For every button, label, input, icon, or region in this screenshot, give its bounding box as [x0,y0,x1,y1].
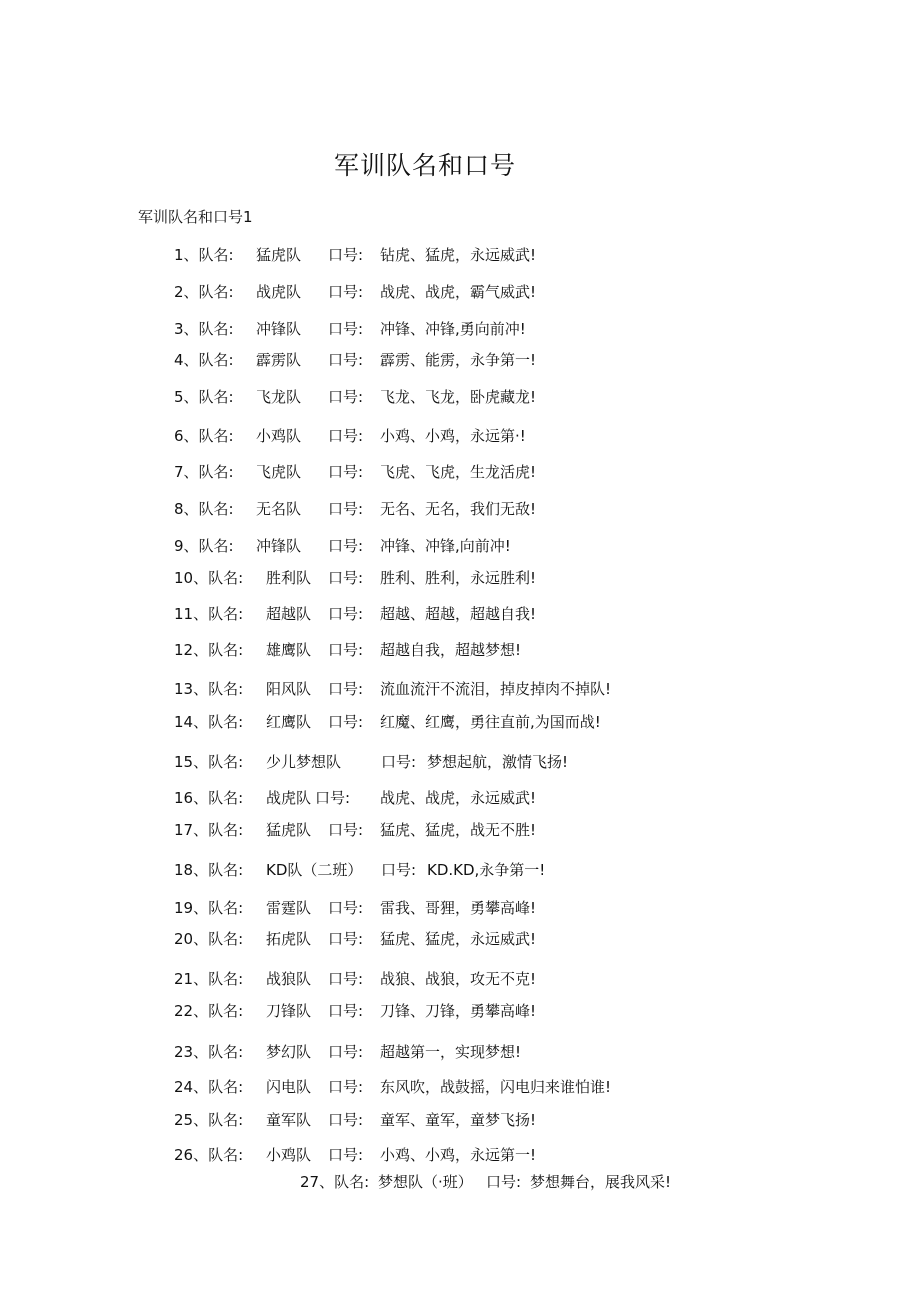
document-title: 军训队名和口号 [333,151,516,180]
entry-label: 5、队名: [174,388,234,406]
team-entry [0,1145,920,1165]
team-entry [0,568,920,588]
entry-label: 16、队名: [174,789,244,807]
entry-label: 14、队名: [174,713,244,731]
team-entry [0,604,920,624]
team-entry [0,319,920,339]
team-name: 冲锋队 [256,537,302,555]
team-name: 战狼队 [266,970,312,988]
slogan-text: 超越、超越，超越自我! [380,605,537,623]
slogan-text: 超越自我，超越梦想! [380,641,522,659]
slogan-text: 猛虎、猛虎，永远威武! [380,930,537,948]
slogan-label: 口号: [315,789,351,807]
team-name: 雄鹰队 [266,641,312,659]
team-entry [0,1172,920,1192]
team-name: KD队（二班） [266,861,363,879]
slogan-text: 飞龙、飞龙，卧虎藏龙! [380,388,537,406]
slogan-label: 口号: [328,605,364,623]
entry-label: 15、队名: [174,753,244,771]
entry-label: 24、队名: [174,1078,244,1096]
team-entry [0,1110,920,1130]
team-entry [0,245,920,265]
team-name: 小鸡队 [266,1146,312,1164]
slogan-label: 口号: [328,1002,364,1020]
team-entry [0,387,920,407]
slogan-text: 战狼、战狼，攻无不克! [380,970,537,988]
team-name: 冲锋队 [256,320,302,338]
team-name: 梦幻队 [266,1043,312,1061]
slogan-label: 口号: [486,1173,522,1191]
team-entry [0,860,920,880]
entry-label: 25、队名: [174,1111,244,1129]
slogan-text: 梦想起航，激情飞扬! [427,753,569,771]
entry-label: 1、队名: [174,246,234,264]
entry-label: 22、队名: [174,1002,244,1020]
team-name: 梦想队（·班） [378,1173,473,1191]
slogan-text: 雷我、哥狸，勇攀高峰! [380,899,537,917]
entry-label: 13、队名: [174,680,244,698]
section-heading: 军训队名和口号1 [138,208,253,226]
team-name: 胜利队 [266,569,312,587]
slogan-label: 口号: [328,463,364,481]
entry-label: 9、队名: [174,537,234,555]
team-name: 无名队 [256,500,302,518]
team-entry [0,1077,920,1097]
slogan-text: KD.KD,永争第一! [427,861,546,879]
team-entry [0,898,920,918]
slogan-text: 流血流汗不流泪，掉皮掉肉不掉队! [380,680,612,698]
slogan-text: 小鸡、小鸡，永远第·! [380,427,526,445]
team-entry [0,1042,920,1062]
team-name: 阳风队 [266,680,312,698]
slogan-label: 口号: [381,861,417,879]
entry-label: 26、队名: [174,1146,244,1164]
team-entry [0,640,920,660]
entry-label: 11、队名: [174,605,244,623]
slogan-text: 冲锋、冲锋,向前冲! [380,537,511,555]
slogan-label: 口号: [328,351,364,369]
slogan-text: 红魔、红鹰，勇往直前,为国而战! [380,713,601,731]
slogan-label: 口号: [328,930,364,948]
entry-label: 7、队名: [174,463,234,481]
entry-label: 20、队名: [174,930,244,948]
slogan-text: 猛虎、猛虎，战无不胜! [380,821,537,839]
team-name: 拓虎队 [266,930,312,948]
slogan-label: 口号: [381,753,417,771]
slogan-label: 口号: [328,1078,364,1096]
entry-label: 10、队名: [174,569,244,587]
slogan-label: 口号: [328,970,364,988]
slogan-label: 口号: [328,500,364,518]
entry-label: 8、队名: [174,500,234,518]
slogan-text: 超越第一，实现梦想! [380,1043,522,1061]
slogan-label: 口号: [328,899,364,917]
entry-label: 18、队名: [174,861,244,879]
entry-label: 2、队名: [174,283,234,301]
team-entry [0,499,920,519]
entry-label: 21、队名: [174,970,244,988]
slogan-label: 口号: [328,1111,364,1129]
slogan-label: 口号: [328,680,364,698]
slogan-label: 口号: [328,1043,364,1061]
team-entry [0,820,920,840]
team-name: 刀锋队 [266,1002,312,1020]
entry-label: 27、队名: [300,1173,370,1191]
slogan-label: 口号: [328,1146,364,1164]
slogan-text: 冲锋、冲锋,勇向前冲! [380,320,526,338]
entry-label: 3、队名: [174,320,234,338]
entry-label: 4、队名: [174,351,234,369]
slogan-text: 东风吹，战鼓摇，闪电归来谁怕谁! [380,1078,612,1096]
team-name: 少儿梦想队 [266,753,342,771]
team-name: 超越队 [266,605,312,623]
team-entry [0,679,920,699]
slogan-label: 口号: [328,569,364,587]
slogan-text: 童军、童军，童梦飞扬! [380,1111,537,1129]
slogan-label: 口号: [328,713,364,731]
team-name: 闪电队 [266,1078,312,1096]
slogan-text: 梦想舞台，展我风采! [530,1173,672,1191]
slogan-label: 口号: [328,641,364,659]
team-name: 雷霆队 [266,899,312,917]
team-name: 飞虎队 [256,463,302,481]
slogan-label: 口号: [328,246,364,264]
entry-label: 23、队名: [174,1043,244,1061]
slogan-label: 口号: [328,821,364,839]
team-name: 猛虎队 [266,821,312,839]
slogan-label: 口号: [328,320,364,338]
team-name: 战虎队 [266,789,312,807]
team-name: 红鹰队 [266,713,312,731]
slogan-text: 战虎、战虎，永远威武! [380,789,537,807]
team-entry [0,712,920,732]
entry-label: 19、队名: [174,899,244,917]
team-entry [0,536,920,556]
slogan-text: 霹雳、能雳，永争第一! [380,351,537,369]
slogan-text: 刀锋、刀锋，勇攀高峰! [380,1002,537,1020]
team-entry [0,788,920,808]
team-name: 猛虎队 [256,246,302,264]
slogan-text: 钻虎、猛虎，永远威武! [380,246,537,264]
slogan-text: 飞虎、飞虎，生龙活虎! [380,463,537,481]
team-name: 小鸡队 [256,427,302,445]
team-entry [0,282,920,302]
slogan-label: 口号: [328,537,364,555]
team-name: 童军队 [266,1111,312,1129]
team-name: 飞龙队 [256,388,302,406]
entry-label: 6、队名: [174,427,234,445]
team-entry [0,1001,920,1021]
slogan-text: 战虎、战虎，霸气威武! [380,283,537,301]
slogan-text: 小鸡、小鸡，永远第一! [380,1146,537,1164]
slogan-label: 口号: [328,283,364,301]
entry-label: 12、队名: [174,641,244,659]
team-entry [0,462,920,482]
team-entry [0,752,920,772]
slogan-label: 口号: [328,388,364,406]
team-entry [0,350,920,370]
team-name: 战虎队 [256,283,302,301]
team-entry [0,929,920,949]
team-name: 霹雳队 [256,351,302,369]
slogan-text: 胜利、胜利，永远胜利! [380,569,537,587]
slogan-text: 无名、无名，我们无敌! [380,500,537,518]
entry-label: 17、队名: [174,821,244,839]
slogan-label: 口号: [328,427,364,445]
team-entry [0,969,920,989]
team-entry [0,426,920,446]
